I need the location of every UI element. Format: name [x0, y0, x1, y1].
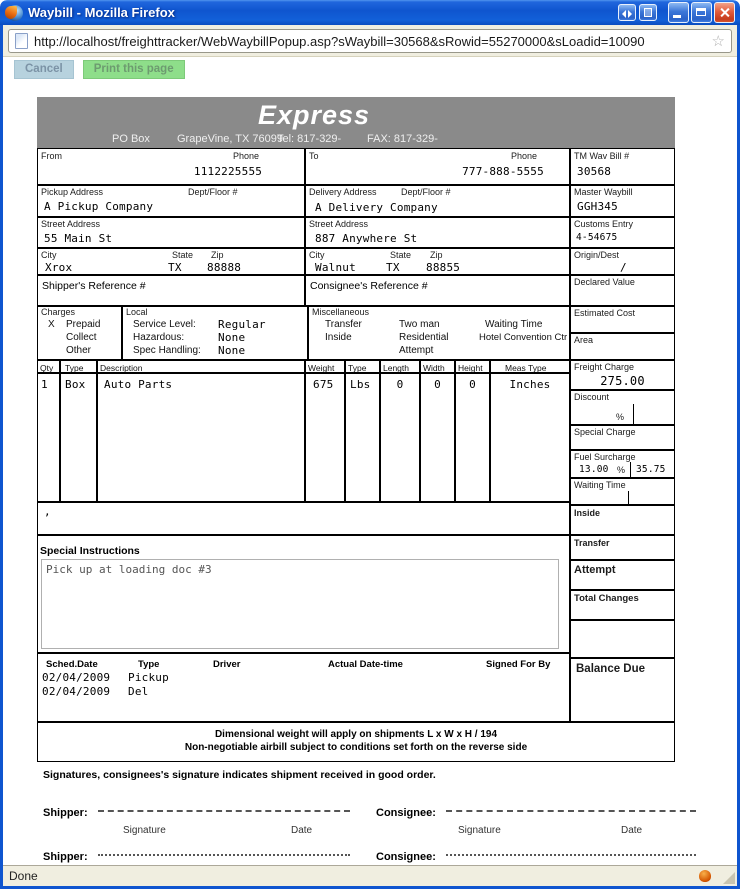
sched-type-1: Pickup [128, 671, 169, 684]
pickup-company: A Pickup Company [44, 200, 154, 213]
sched-date-2: 02/04/2009 [42, 685, 111, 698]
close-button[interactable] [714, 2, 735, 23]
waybill-form: Express PO Box GrapeVine, TX 76099 Tel: 817-329- FAX: 817-329- From Phone 1112225555 To Phone 777-888-5555 TM Wav Bill # 30568 Pickup Address Dept/Floor # A Pickup Company Delivery Address Dept/Floor # A Delivery Company Master Waybill GGH345 Street Address 55 Main St Street Address 887 Anywhere St Customs Entry 4-54675 City State Zip Xrox TX 88888 City State Zip Walnut TX 88855 Origin/Dest / Shipper's Reference # Consignee's Reference # Declared Value Charges X Prepaid Collect Other Local Service Level: Regular Hazardous: None Spec Handling: None Miscellaneous Transfer Two man Waiting Time Inside Residential Hotel Convention Ctr Attempt Estimated Cost Area Qty Type Description Weight Type Length Width Height Meas Type 1 Box Auto Parts 675 Lbs 0 0 0 Inches Freight Charge 275.00 Discount % Special Charge Fuel Surcharge 13.00 % 35.75 Waiting Time Inside Transfer Attempt Total Changes Balance Due , Special Instructions Pick up at loading doc #3 Sched.Date Type Driver Actual Date-time Signed For By 02/04/2009 Pickup 02/04/2009 Del Dimensional weight will apply on shipments L x W x H / 194 Non-negotiable airbill subject to conditions set forth on the reverse side [37, 97, 675, 762]
status-text: Done [9, 869, 38, 883]
waybill-header [37, 97, 675, 148]
navigation-bar [3, 25, 737, 57]
master-waybill: GGH345 [577, 200, 618, 213]
sched-type-2: Del [128, 685, 149, 698]
origin-dest-box: Origin/Dest / [570, 248, 675, 275]
special-instructions-text: Pick up at loading doc #3 [46, 563, 212, 576]
firefox-icon [7, 5, 23, 21]
area-box: Area [570, 333, 675, 360]
bookmark-star-icon[interactable]: ☆ [711, 32, 725, 50]
from-city-box: City State Zip Xrox TX 88888 [37, 248, 305, 275]
action-bar [14, 60, 185, 79]
master-waybill-box: Master Waybill GGH345 [570, 185, 675, 217]
window-title: Waybill - Mozilla Firefox [28, 5, 175, 20]
miscellaneous-box: Miscellaneous Transfer Two man Waiting Time Inside Residential Hotel Convention Ctr Attempt [308, 306, 570, 360]
url-text[interactable]: http://localhost/freighttracker/WebWaybillPopup.asp?sWaybill=30568&sRowid=55270000&sLoadid=10090 [34, 33, 645, 49]
resize-grip[interactable] [723, 872, 735, 884]
item-weight: 675 [313, 378, 334, 391]
special-instructions-box: Special Instructions Pick up at loading doc #3 [37, 535, 570, 653]
from-street: 55 Main St [44, 232, 113, 245]
consignee-signature-line-2 [446, 853, 696, 856]
restore-page-button[interactable] [639, 4, 657, 21]
freight-charge: 275.00 [600, 374, 645, 388]
brand-name: Express [257, 100, 371, 130]
consignee-reference-box: Consignee's Reference # [305, 275, 570, 306]
minimize-button[interactable] [668, 2, 689, 23]
page-viewport: Cancel Print this page Express PO Box GrapeVine, TX 76099 Tel: 817-329- FAX: 817-329- From Phone 1112225555 To Phone 777-888-5555 TM Wav Bill # 30568 Pickup Address Dept/Floor # A Pickup Company Delivery Address Dept/Floor # A Delivery Company Master Waybill GGH345 Street Address 55 Main St Street Address 887 Anywhere St Customs Entry 4-54675 City State Zip Xrox TX 88888 City State Zip Walnut TX 88855 Origin/Dest / Shipper's Reference # Consignee's Reference # Declared Value Charges X Prepaid Collect Other Local Service Level: Regular Hazardous: None Spec Handling: None Miscellaneous Transfer Two man Waiting Time Inside Residential Hotel Convention Ctr Attempt Estimated Cost Area Qty Type Description Weight Type Length Width Height Meas Type 1 Box Auto Parts 675 Lbs 0 0 0 Inches Freight Charge 275.00 Discount % Special Charge Fuel Surcharge 13.00 % 35.75 Waiting Time Inside Transfer Attempt Total Changes Balance Due , Special Instructions Pick up at loading doc #3 Sched.Date Type Driver Actual Date-time Signed For By 02/04/2009 Pickup 02/04/2009 Del Dimensional weight will apply on shipments L x W x H / 194 Non-negotiable airbill subject to conditions set forth on the reverse side Signatures, consignees's signature indicates shipment received in good order. Shipper: Consignee: Signature Date Signature Date Shipper: Consignee: [3, 57, 737, 865]
po-box: PO Box [112, 133, 150, 145]
shipper-signature-line-1 [98, 809, 350, 812]
fuel-amount: 35.75 [636, 464, 666, 475]
fuel-surcharge-box: Fuel Surcharge 13.00 % 35.75 [570, 450, 675, 478]
to-city: Walnut [315, 261, 356, 274]
tm-waybill-box: TM Wav Bill # 30568 [570, 148, 675, 185]
item-description: Auto Parts [104, 378, 173, 391]
sched-date-1: 02/04/2009 [42, 671, 111, 684]
discount-box: Discount % [570, 390, 675, 425]
shipper-reference-box: Shipper's Reference # [37, 275, 305, 306]
status-bar [3, 865, 737, 886]
special-charge-box: Special Charge [570, 425, 675, 450]
items-table-header: Qty [37, 360, 60, 373]
schedule-box: Sched.Date Type Driver Actual Date-time Signed For By 02/04/2009 Pickup 02/04/2009 Del [37, 653, 570, 722]
balance-due-box: Balance Due [570, 658, 675, 722]
from-phone: 1112225555 [193, 165, 263, 178]
item-qty: 1 [41, 378, 48, 391]
to-box: To Phone 777-888-5555 [305, 148, 570, 185]
item-height: 0 [469, 378, 476, 391]
service-level: Regular [218, 318, 266, 331]
url-input[interactable] [8, 29, 732, 53]
delivery-address-box: Delivery Address Dept/Floor # A Delivery Company [305, 185, 570, 217]
to-street-box: Street Address 887 Anywhere St [305, 217, 570, 248]
print-button[interactable]: Print this page [83, 60, 185, 79]
total-charges-box: Total Changes [570, 590, 675, 620]
fuel-pct: 13.00 [579, 464, 609, 475]
pickup-address-box: Pickup Address Dept/Floor # A Pickup Company [37, 185, 305, 217]
window-border-left [0, 25, 3, 889]
origin-dest: / [620, 261, 627, 274]
item-length: 0 [396, 378, 404, 391]
freight-charge-box: Freight Charge 275.00 [570, 360, 675, 390]
to-zip: 88855 [426, 261, 461, 274]
maximize-button[interactable] [691, 2, 712, 23]
charges-prepaid-mark: X [48, 319, 55, 330]
from-state: TX [168, 261, 182, 274]
signatures-note: Signatures, consignees's signature indicates shipment received in good order. [43, 769, 436, 781]
item-row [37, 373, 60, 502]
consignee-label-2: Consignee: [376, 851, 436, 863]
to-state: TX [386, 261, 400, 274]
consignee-signature-line-1 [446, 809, 696, 812]
spec-handling: None [218, 344, 246, 357]
customs-entry: 4-54675 [576, 232, 618, 243]
cancel-button[interactable]: Cancel [14, 60, 74, 79]
item-type: Box [65, 378, 86, 391]
title-bar [0, 0, 740, 25]
transfer-box: Transfer [570, 535, 675, 560]
consignee-label-1: Consignee: [376, 807, 436, 819]
to-city-box: City State Zip Walnut TX 88855 [305, 248, 570, 275]
attempt-box: Attempt [570, 560, 675, 590]
header-tel: Tel: 817-329- [277, 133, 342, 145]
delivery-company: A Delivery Company [315, 201, 438, 214]
special-instructions-field[interactable] [41, 559, 559, 649]
comma-row: , [37, 502, 570, 535]
from-street-box: Street Address 55 Main St [37, 217, 305, 248]
resize-arrows-button[interactable] [618, 4, 636, 21]
to-street: 887 Anywhere St [315, 232, 418, 245]
header-city: GrapeVine, TX 76099 [177, 133, 284, 145]
charges-box: Charges X Prepaid Collect Other [37, 306, 122, 360]
inside-box: Inside [570, 505, 675, 535]
customs-entry-box: Customs Entry 4-54675 [570, 217, 675, 248]
from-city: Xrox [45, 261, 73, 274]
hazardous: None [218, 331, 246, 344]
shipper-label-1: Shipper: [43, 807, 88, 819]
from-zip: 88888 [207, 261, 242, 274]
conditions-box: Dimensional weight will apply on shipments L x W x H / 194 Non-negotiable airbill subject to conditions set forth on the reverse side [37, 722, 675, 762]
shipper-signature-line-2 [98, 853, 350, 856]
waiting-time-box: Waiting Time [570, 478, 675, 505]
local-box: Local Service Level: Regular Hazardous: None Spec Handling: None [122, 306, 308, 360]
to-phone: 777-888-5555 [462, 165, 544, 178]
blank-box [570, 620, 675, 658]
item-meas-type: Inches [509, 378, 551, 391]
header-fax: FAX: 817-329- [367, 133, 438, 145]
page-icon [15, 33, 28, 49]
declared-value-box: Declared Value [570, 275, 675, 306]
estimated-cost-box: Estimated Cost [570, 306, 675, 333]
tm-waybill-number: 30568 [577, 165, 612, 178]
shipper-label-2: Shipper: [43, 851, 88, 863]
extension-bug-icon[interactable] [699, 870, 711, 882]
item-weight-type: Lbs [350, 378, 371, 391]
item-width: 0 [434, 378, 441, 391]
from-box: From Phone 1112225555 [37, 148, 305, 185]
